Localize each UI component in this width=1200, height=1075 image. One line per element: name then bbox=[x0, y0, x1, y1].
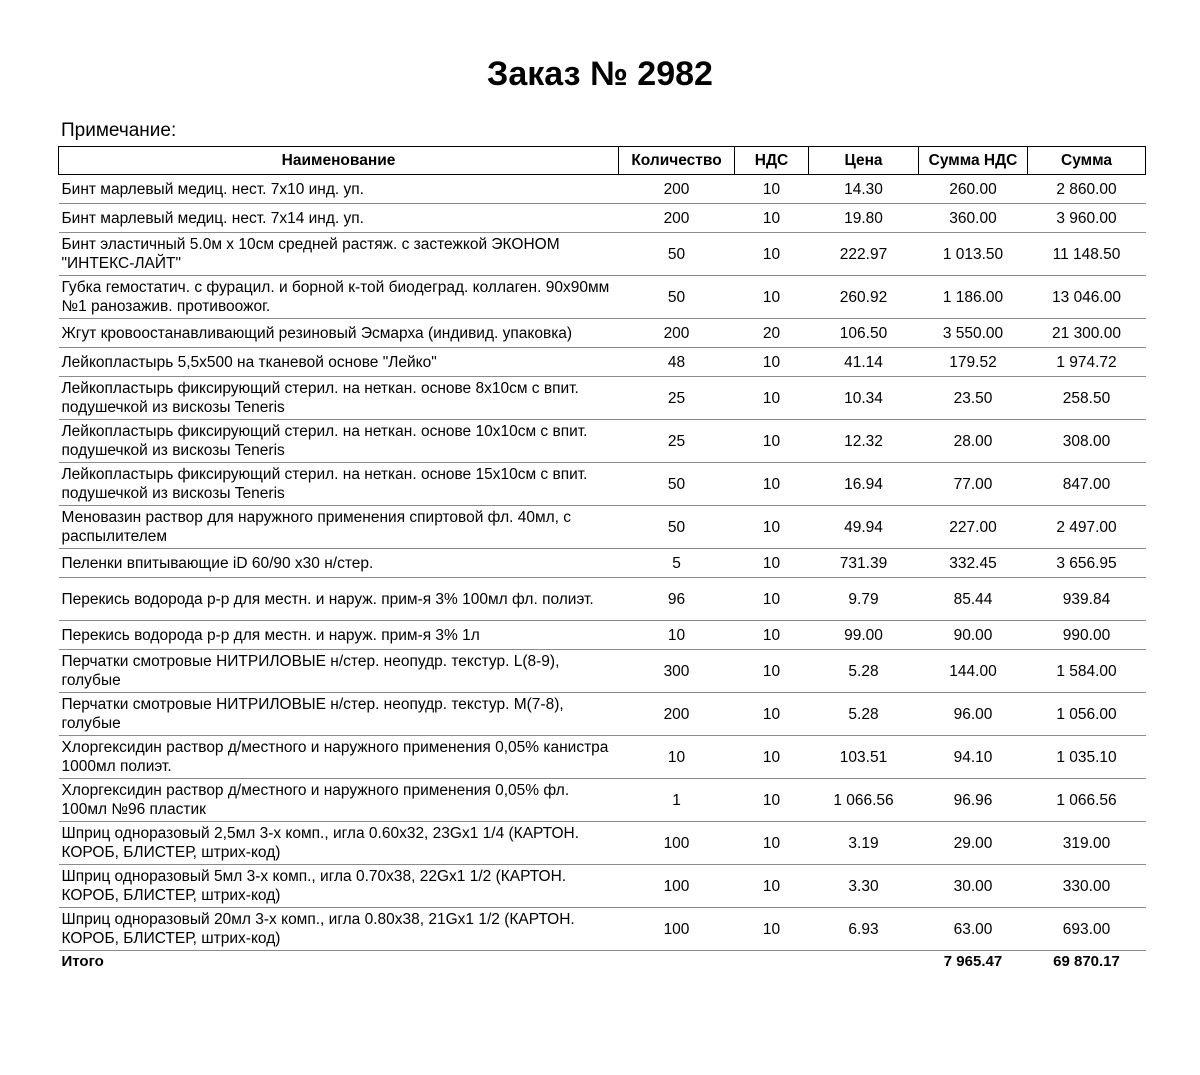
cell-qty: 25 bbox=[619, 420, 735, 463]
cell-vat-sum: 332.45 bbox=[919, 549, 1028, 578]
table-row bbox=[59, 233, 1146, 276]
cell-name: Лейкопластырь фиксирующий стерил. на неткан. основе 15х10см с впит. подушечкой из вискозы Teneris bbox=[59, 463, 619, 506]
cell-qty: 200 bbox=[619, 693, 735, 736]
cell-sum: 258.50 bbox=[1028, 377, 1146, 420]
table-row bbox=[59, 578, 1146, 621]
cell-name: Шприц одноразовый 5мл 3-х комп., игла 0.70х38, 22Gх1 1/2 (КАРТОН. КОРОБ, БЛИСТЕР, штрих-код) bbox=[59, 865, 619, 908]
cell-vat-sum: 29.00 bbox=[919, 822, 1028, 865]
cell-qty: 5 bbox=[619, 549, 735, 578]
cell-vat-sum: 3 550.00 bbox=[919, 319, 1028, 348]
cell-name: Меновазин раствор для наружного применения спиртовой фл. 40мл, с распылителем bbox=[59, 506, 619, 549]
cell-price: 5.28 bbox=[809, 650, 919, 693]
cell-name: Хлоргексидин раствор д/местного и наружного применения 0,05% фл. 100мл №96 пластик bbox=[59, 779, 619, 822]
cell-qty: 100 bbox=[619, 908, 735, 951]
cell-name: Лейкопластырь фиксирующий стерил. на неткан. основе 10х10см с впит. подушечкой из вискозы Teneris bbox=[59, 420, 619, 463]
cell-price: 260.92 bbox=[809, 276, 919, 319]
cell-vat-sum: 90.00 bbox=[919, 621, 1028, 650]
cell-price: 49.94 bbox=[809, 506, 919, 549]
cell-qty: 50 bbox=[619, 276, 735, 319]
cell-sum: 990.00 bbox=[1028, 621, 1146, 650]
cell-qty: 10 bbox=[619, 736, 735, 779]
cell-price: 41.14 bbox=[809, 348, 919, 377]
cell-vat: 10 bbox=[735, 175, 809, 204]
cell-sum: 693.00 bbox=[1028, 908, 1146, 951]
cell-vat-sum: 23.50 bbox=[919, 377, 1028, 420]
cell-vat: 10 bbox=[735, 463, 809, 506]
cell-price: 14.30 bbox=[809, 175, 919, 204]
cell-price: 106.50 bbox=[809, 319, 919, 348]
cell-price: 103.51 bbox=[809, 736, 919, 779]
cell-sum: 11 148.50 bbox=[1028, 233, 1146, 276]
cell-vat-sum: 1 186.00 bbox=[919, 276, 1028, 319]
cell-vat-sum: 77.00 bbox=[919, 463, 1028, 506]
cell-vat-sum: 30.00 bbox=[919, 865, 1028, 908]
table-row bbox=[59, 319, 1146, 348]
cell-qty: 50 bbox=[619, 506, 735, 549]
cell-vat: 10 bbox=[735, 650, 809, 693]
table-row bbox=[59, 693, 1146, 736]
cell-vat: 10 bbox=[735, 621, 809, 650]
cell-vat: 10 bbox=[735, 276, 809, 319]
cell-vat: 10 bbox=[735, 204, 809, 233]
cell-price: 1 066.56 bbox=[809, 779, 919, 822]
header-name: Наименование bbox=[59, 147, 619, 175]
cell-sum: 1 056.00 bbox=[1028, 693, 1146, 736]
cell-price: 731.39 bbox=[809, 549, 919, 578]
cell-vat: 10 bbox=[735, 233, 809, 276]
cell-vat: 20 bbox=[735, 319, 809, 348]
note-label: Примечание: bbox=[61, 120, 177, 141]
cell-price: 5.28 bbox=[809, 693, 919, 736]
total-sum: 69 870.17 bbox=[1028, 951, 1146, 973]
table-row bbox=[59, 779, 1146, 822]
cell-price: 9.79 bbox=[809, 578, 919, 621]
header-sum: Сумма bbox=[1028, 147, 1146, 175]
total-label: Итого bbox=[59, 951, 619, 973]
total-row bbox=[59, 951, 1146, 973]
cell-sum: 3 656.95 bbox=[1028, 549, 1146, 578]
cell-name: Шприц одноразовый 20мл 3-х комп., игла 0.80х38, 21Gх1 1/2 (КАРТОН. КОРОБ, БЛИСТЕР, штрих-код) bbox=[59, 908, 619, 951]
cell-qty: 50 bbox=[619, 233, 735, 276]
total-price-empty bbox=[809, 951, 919, 973]
cell-vat-sum: 1 013.50 bbox=[919, 233, 1028, 276]
cell-name: Перчатки смотровые НИТРИЛОВЫЕ н/стер. неопудр. текстур. L(8-9), голубые bbox=[59, 650, 619, 693]
cell-qty: 100 bbox=[619, 822, 735, 865]
total-vat-sum: 7 965.47 bbox=[919, 951, 1028, 973]
cell-name: Лейкопластырь фиксирующий стерил. на неткан. основе 8х10см с впит. подушечкой из вискозы Teneris bbox=[59, 377, 619, 420]
cell-vat: 10 bbox=[735, 549, 809, 578]
cell-sum: 1 584.00 bbox=[1028, 650, 1146, 693]
cell-vat: 10 bbox=[735, 822, 809, 865]
cell-vat: 10 bbox=[735, 506, 809, 549]
cell-sum: 2 860.00 bbox=[1028, 175, 1146, 204]
cell-qty: 200 bbox=[619, 204, 735, 233]
cell-vat-sum: 96.96 bbox=[919, 779, 1028, 822]
cell-name: Бинт марлевый медиц. нест. 7х10 инд. уп. bbox=[59, 175, 619, 204]
table-row bbox=[59, 822, 1146, 865]
cell-price: 10.34 bbox=[809, 377, 919, 420]
cell-sum: 1 974.72 bbox=[1028, 348, 1146, 377]
table-row bbox=[59, 175, 1146, 204]
cell-sum: 308.00 bbox=[1028, 420, 1146, 463]
header-vat: НДС bbox=[735, 147, 809, 175]
cell-vat-sum: 227.00 bbox=[919, 506, 1028, 549]
table-row bbox=[59, 650, 1146, 693]
cell-qty: 50 bbox=[619, 463, 735, 506]
cell-sum: 3 960.00 bbox=[1028, 204, 1146, 233]
cell-name: Бинт эластичный 5.0м х 10см средней растяж. с застежкой ЭКОНОМ "ИНТЕКС-ЛАЙТ" bbox=[59, 233, 619, 276]
cell-price: 16.94 bbox=[809, 463, 919, 506]
cell-qty: 96 bbox=[619, 578, 735, 621]
cell-sum: 1 035.10 bbox=[1028, 736, 1146, 779]
cell-price: 3.30 bbox=[809, 865, 919, 908]
cell-price: 6.93 bbox=[809, 908, 919, 951]
table-row bbox=[59, 506, 1146, 549]
cell-price: 19.80 bbox=[809, 204, 919, 233]
cell-vat: 10 bbox=[735, 377, 809, 420]
cell-sum: 2 497.00 bbox=[1028, 506, 1146, 549]
cell-name: Губка гемостатич. с фурацил. и борной к-той биодеград. коллаген. 90х90мм №1 ранозажив. противоожог. bbox=[59, 276, 619, 319]
cell-price: 12.32 bbox=[809, 420, 919, 463]
cell-vat: 10 bbox=[735, 736, 809, 779]
cell-name: Перчатки смотровые НИТРИЛОВЫЕ н/стер. неопудр. текстур. M(7-8), голубые bbox=[59, 693, 619, 736]
cell-sum: 319.00 bbox=[1028, 822, 1146, 865]
cell-vat: 10 bbox=[735, 865, 809, 908]
cell-vat-sum: 94.10 bbox=[919, 736, 1028, 779]
total-qty-empty bbox=[619, 951, 735, 973]
cell-vat-sum: 28.00 bbox=[919, 420, 1028, 463]
cell-qty: 300 bbox=[619, 650, 735, 693]
cell-vat: 10 bbox=[735, 348, 809, 377]
cell-sum: 847.00 bbox=[1028, 463, 1146, 506]
cell-vat-sum: 63.00 bbox=[919, 908, 1028, 951]
cell-vat-sum: 179.52 bbox=[919, 348, 1028, 377]
table-row bbox=[59, 736, 1146, 779]
cell-qty: 200 bbox=[619, 319, 735, 348]
cell-vat-sum: 360.00 bbox=[919, 204, 1028, 233]
cell-price: 3.19 bbox=[809, 822, 919, 865]
cell-name: Бинт марлевый медиц. нест. 7х14 инд. уп. bbox=[59, 204, 619, 233]
cell-vat: 10 bbox=[735, 908, 809, 951]
table-row bbox=[59, 463, 1146, 506]
total-vat-empty bbox=[735, 951, 809, 973]
header-price: Цена bbox=[809, 147, 919, 175]
table-row bbox=[59, 348, 1146, 377]
cell-vat-sum: 144.00 bbox=[919, 650, 1028, 693]
cell-qty: 200 bbox=[619, 175, 735, 204]
cell-qty: 48 bbox=[619, 348, 735, 377]
cell-sum: 1 066.56 bbox=[1028, 779, 1146, 822]
cell-vat: 10 bbox=[735, 693, 809, 736]
table-row bbox=[59, 908, 1146, 951]
cell-qty: 100 bbox=[619, 865, 735, 908]
cell-price: 99.00 bbox=[809, 621, 919, 650]
cell-vat: 10 bbox=[735, 779, 809, 822]
cell-price: 222.97 bbox=[809, 233, 919, 276]
order-table bbox=[58, 146, 1146, 972]
header-qty: Количество bbox=[619, 147, 735, 175]
cell-vat-sum: 85.44 bbox=[919, 578, 1028, 621]
cell-vat: 10 bbox=[735, 420, 809, 463]
table-row bbox=[59, 420, 1146, 463]
cell-sum: 21 300.00 bbox=[1028, 319, 1146, 348]
cell-name: Перекись водорода р-р для местн. и наруж. прим-я 3% 100мл фл. полиэт. bbox=[59, 578, 619, 621]
cell-qty: 10 bbox=[619, 621, 735, 650]
cell-name: Жгут кровоостанавливающий резиновый Эсмарха (индивид. упаковка) bbox=[59, 319, 619, 348]
table-header-row bbox=[59, 147, 1146, 175]
header-vat-sum: Сумма НДС bbox=[919, 147, 1028, 175]
cell-vat-sum: 96.00 bbox=[919, 693, 1028, 736]
cell-qty: 25 bbox=[619, 377, 735, 420]
cell-sum: 939.84 bbox=[1028, 578, 1146, 621]
cell-name: Пеленки впитывающие iD 60/90 х30 н/стер. bbox=[59, 549, 619, 578]
cell-name: Шприц одноразовый 2,5мл 3-х комп., игла 0.60х32, 23Gх1 1/4 (КАРТОН. КОРОБ, БЛИСТЕР, штрих-код) bbox=[59, 822, 619, 865]
cell-vat-sum: 260.00 bbox=[919, 175, 1028, 204]
table-row bbox=[59, 377, 1146, 420]
table-row bbox=[59, 276, 1146, 319]
table-row bbox=[59, 865, 1146, 908]
page-title: Заказ № 2982 bbox=[487, 55, 713, 93]
cell-name: Хлоргексидин раствор д/местного и наружного применения 0,05% канистра 1000мл полиэт. bbox=[59, 736, 619, 779]
table-row bbox=[59, 621, 1146, 650]
table-row bbox=[59, 549, 1146, 578]
cell-qty: 1 bbox=[619, 779, 735, 822]
cell-name: Перекись водорода р-р для местн. и наруж. прим-я 3% 1л bbox=[59, 621, 619, 650]
cell-vat: 10 bbox=[735, 578, 809, 621]
cell-sum: 330.00 bbox=[1028, 865, 1146, 908]
table-row bbox=[59, 204, 1146, 233]
cell-name: Лейкопластырь 5,5х500 на тканевой основе "Лейко" bbox=[59, 348, 619, 377]
cell-sum: 13 046.00 bbox=[1028, 276, 1146, 319]
